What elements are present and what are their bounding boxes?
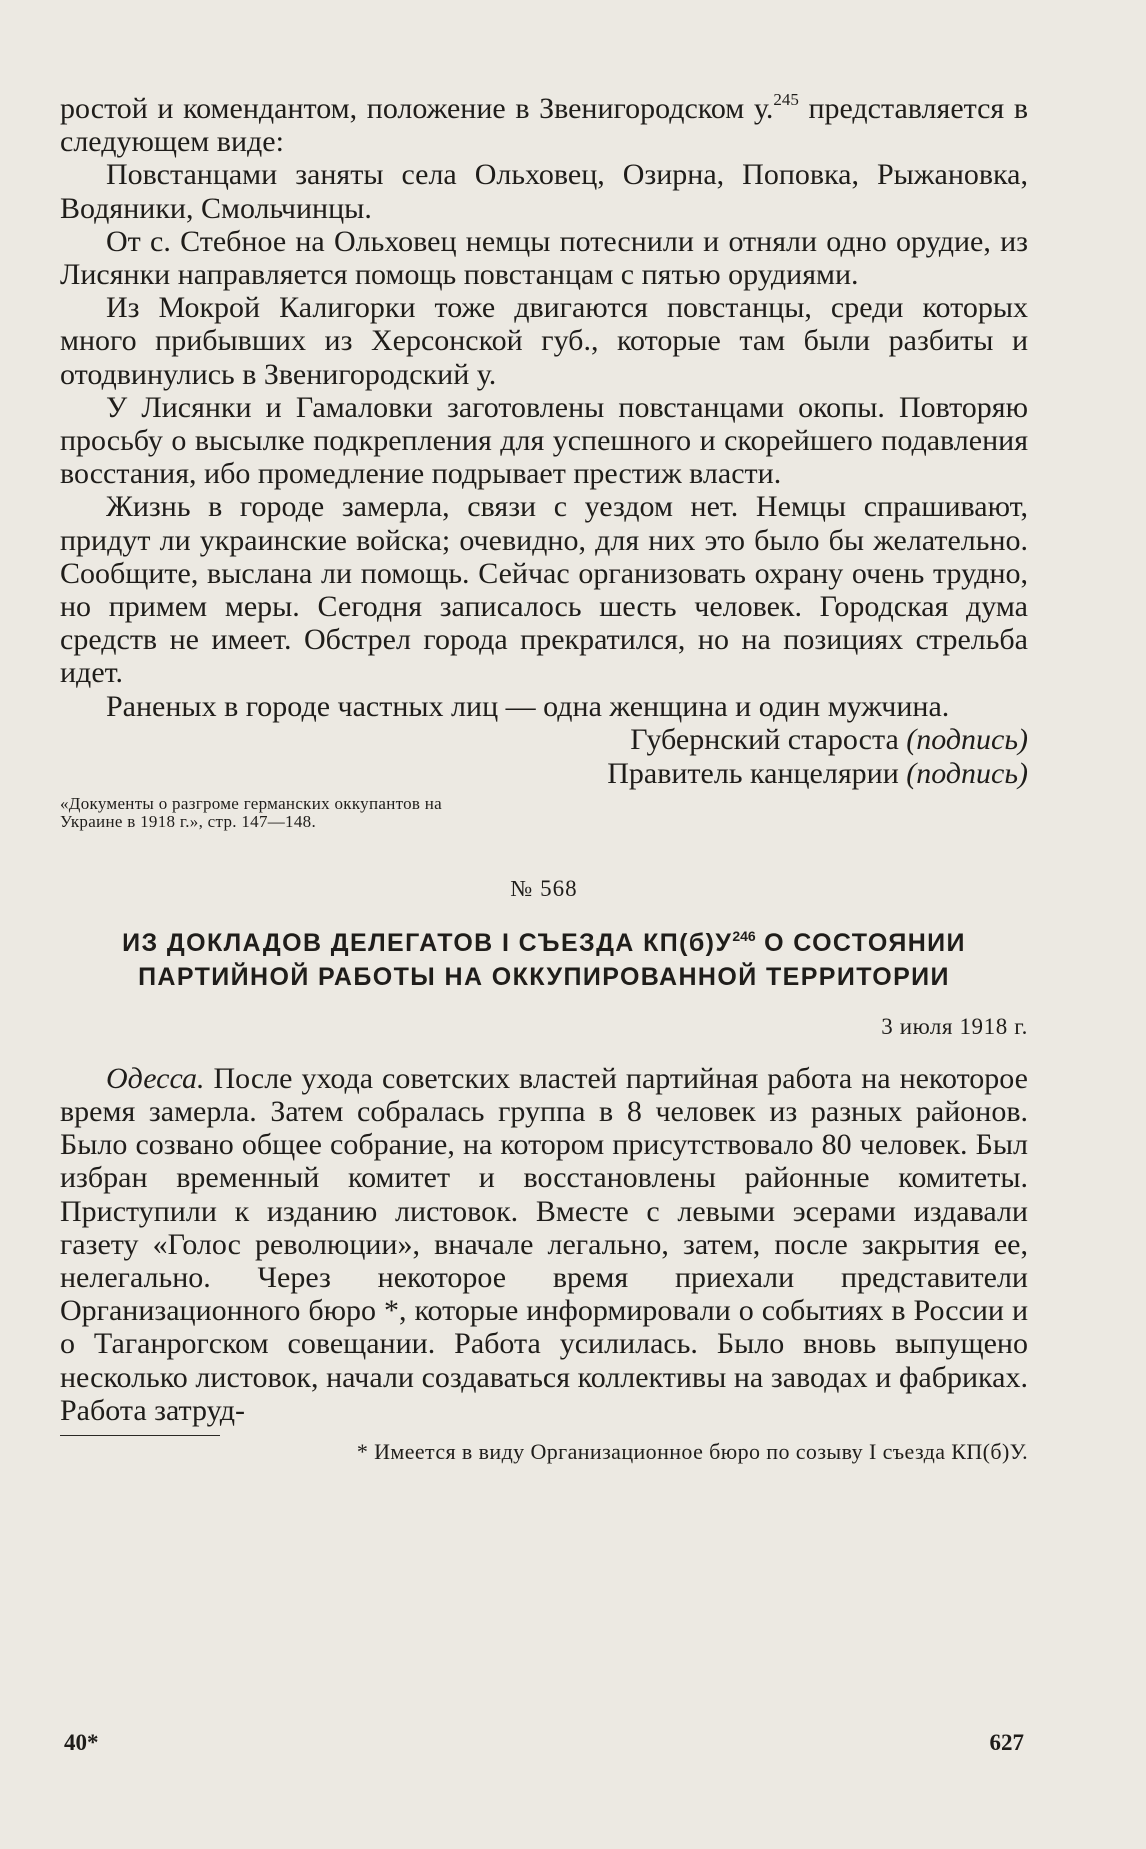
document-title: ИЗ ДОКЛАДОВ ДЕЛЕГАТОВ I СЪЕЗДА $КП(б)У^{246}$ О СОСТОЯНИИ ПАРТИЙНОЙ РАБОТЫ НА ОККУПИРОВАННОЙ ТЕРРИТОРИИ	[122, 927, 966, 991]
paragraph: Из Мокрой Калигорки тоже двигаются повстанцы, среди которых много прибывших из Херсонской губ., которые там были разбиты и отодвинулись в Звенигородский у.	[60, 291, 1028, 391]
endnote-ref-246: 246	[732, 927, 756, 944]
paragraph: Повстанцами заняты села Ольховец, Озирна, Поповка, Рыжановка, Водяники, Смольчинцы.	[60, 158, 1028, 225]
intro-paragraph: ростой и комендантом, положение в Звенигородском у.$^{245}$ представляется в следующем виде:	[60, 90, 1028, 159]
body-paragraph: Одесса. После ухода советских властей партийная работа на некоторое время замерла. Затем собралась группа в 8 человек из разных районов. Было созвано общее собрание, на котором присутствовало 80 человек. Был избран временный комитет и восстановлены районные комитеты. Приступили к изданию листовок. Вместе с левыми эсерами издавали газету «Голос революции», вначале легально, затем, после закрытия ее, нелегально. Через некоторое время приехали представители Организационного бюро *, которые информировали о событиях в России и о Таганрогском совещании. Работа усилилась. Было вновь выпущено несколько листовок, начали создаваться коллективы на заводах и фабриках. Работа затруд-	[60, 1061, 1029, 1427]
signature-chancellery: Правитель канцелярии (подпись)	[607, 756, 1028, 790]
place-name: Одесса.	[106, 1061, 205, 1095]
signature-governor: Губернский староста (подпись)	[630, 722, 1028, 756]
endnote-ref-245: 245	[773, 90, 799, 109]
paragraph: У Лисянки и Гамаловки заготовлены повстанцами окопы. Повторяю просьбу о высылке подкрепления для успешного и скорейшего подавления восстания, ибо промедление подрывает престиж власти.	[60, 390, 1028, 491]
page-content	[60, 92, 1028, 1468]
page-number: 627	[989, 1730, 1024, 1755]
source-citation: «Документы о разгроме германских оккупантов на Украине в 1918 г.», стр. 147—148.	[60, 793, 443, 832]
footnote: * Имеется в виду Организационное бюро по созыву I съезда КП(б)У.	[356, 1439, 1028, 1465]
document-date: 3 июля 1918 г.	[881, 1013, 1028, 1039]
footnote-marker: *	[376, 1294, 399, 1328]
paragraph: От с. Стебное на Ольховец немцы потеснили и отняли одно орудие, из Лисянки направляется помощь повстанцам с пятью орудиями.	[60, 224, 1028, 292]
paragraph: Жизнь в городе замерла, связи с уездом нет. Немцы спрашивают, придут ли украинские войска; очевидно, для них это было бы желательно. Сообщите, выслана ли помощь. Сейчас организовать охрану очень трудно, но примем меры. Сегодня записалось шесть человек. Городская дума средств не имеет. Обстрел города прекратился, но на позициях стрельба идет.	[60, 490, 1028, 690]
document-number: № 568	[510, 875, 578, 901]
signature-mark: 40*	[64, 1730, 99, 1755]
paragraph: Раненых в городе частных лиц — одна женщина и один мужчина.	[106, 689, 950, 723]
